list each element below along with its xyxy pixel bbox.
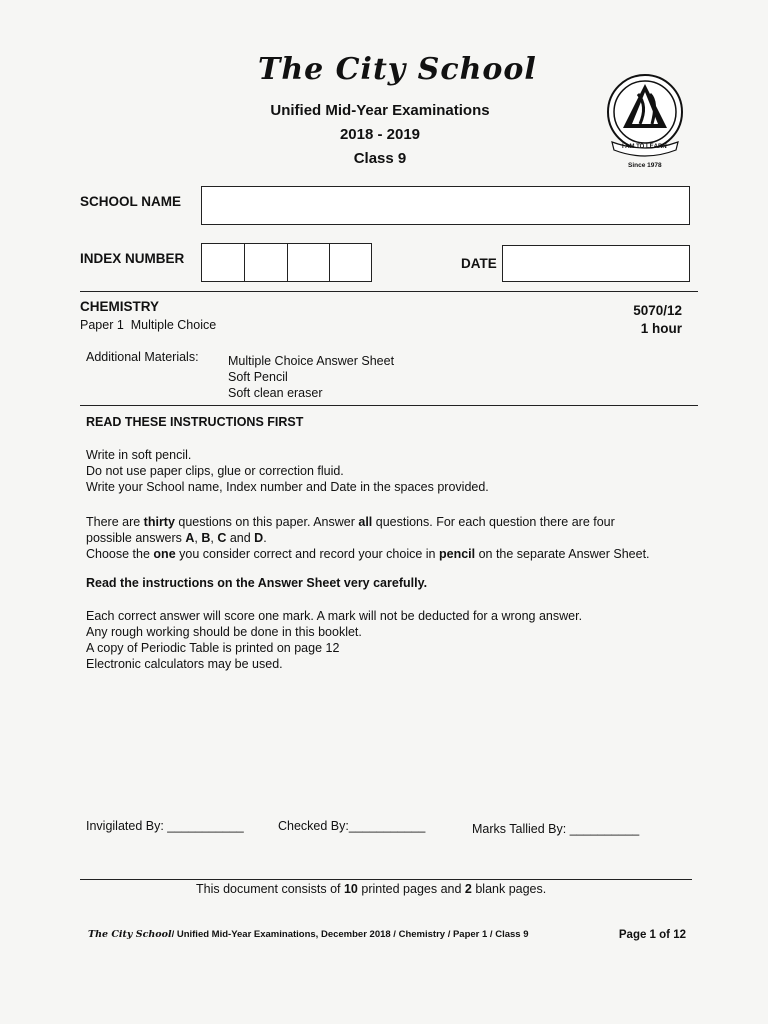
- instruction-line: Write in soft pencil.: [86, 448, 192, 462]
- school-brand-title: The City School: [258, 52, 537, 87]
- exam-title: Unified Mid-Year Examinations: [270, 102, 490, 119]
- school-name-label: SCHOOL NAME: [80, 194, 182, 209]
- instruction-line: Write your School name, Index number and Date in the spaces provided.: [86, 480, 489, 494]
- running-footer: [88, 929, 529, 940]
- materials-item: Multiple Choice Answer Sheet: [228, 354, 395, 368]
- index-digit-divider: [287, 244, 288, 281]
- instructions-block-2: [86, 514, 686, 562]
- index-digit-divider: [244, 244, 245, 281]
- class-label: Class 9: [353, 150, 407, 167]
- paper-type: Multiple Choice: [130, 318, 217, 332]
- date-field[interactable]: [502, 245, 690, 282]
- divider: [80, 405, 698, 406]
- paper-info: [80, 317, 216, 333]
- instruction-line: Electronic calculators may be used.: [86, 657, 283, 671]
- materials-label: Additional Materials:: [86, 350, 199, 364]
- page-number: Page 1 of 12: [618, 929, 686, 941]
- instruction-line: possible answers A, B, C and D.: [86, 531, 267, 545]
- school-name-field[interactable]: [201, 186, 690, 225]
- answer-sheet-note: Read the instructions on the Answer Sheet very carefully.: [86, 576, 428, 590]
- instruction-line: There are thirty questions on this paper. Answer all questions. For each question there are four: [86, 515, 615, 529]
- materials-item: Soft clean eraser: [228, 386, 323, 400]
- instructions-block-1: [86, 447, 489, 495]
- materials-item: Soft Pencil: [228, 370, 288, 384]
- paper-number: Paper 1: [80, 318, 124, 332]
- divider: [80, 291, 698, 292]
- instruction-line: Choose the one you consider correct and record your choice in pencil on the separate Answer Sheet.: [86, 547, 650, 561]
- instruction-line: Do not use paper clips, glue or correction fluid.: [86, 464, 344, 478]
- index-number-label: INDEX NUMBER: [80, 251, 185, 266]
- crest-since: Since 1978: [628, 162, 662, 169]
- subject-name: CHEMISTRY: [80, 299, 160, 314]
- school-crest-icon: [604, 72, 686, 176]
- footer-brand: The City School: [88, 929, 172, 940]
- index-digit-divider: [329, 244, 330, 281]
- instruction-line: Each correct answer will score one mark. A mark will not be deducted for a wrong answer.: [86, 609, 583, 623]
- instructions-block-3: [86, 608, 582, 672]
- divider: [80, 879, 692, 880]
- index-number-boxes[interactable]: [201, 243, 372, 282]
- paper-duration: 1 hour: [640, 321, 682, 336]
- exam-year: 2018 - 2019: [339, 126, 421, 143]
- page-count-note: This document consists of 10 printed pages and 2 blank pages.: [196, 882, 547, 896]
- paper-code: 5070/12: [633, 303, 682, 318]
- invigilated-by: Invigilated By: ___________: [86, 819, 244, 833]
- crest-motto: I AM TO LEARN: [622, 144, 667, 150]
- instructions-heading: READ THESE INSTRUCTIONS FIRST: [86, 415, 304, 429]
- instruction-line: Any rough working should be done in this booklet.: [86, 625, 362, 639]
- date-label: DATE: [461, 256, 497, 271]
- materials-list: [228, 353, 394, 401]
- checked-by: Checked By:___________: [278, 819, 426, 833]
- footer-text: / Unified Mid-Year Examinations, December 2018 / Chemistry / Paper 1 / Class 9: [171, 929, 529, 940]
- marks-tallied-by: Marks Tallied By: __________: [472, 822, 640, 836]
- instruction-line: A copy of Periodic Table is printed on page 12: [86, 641, 340, 655]
